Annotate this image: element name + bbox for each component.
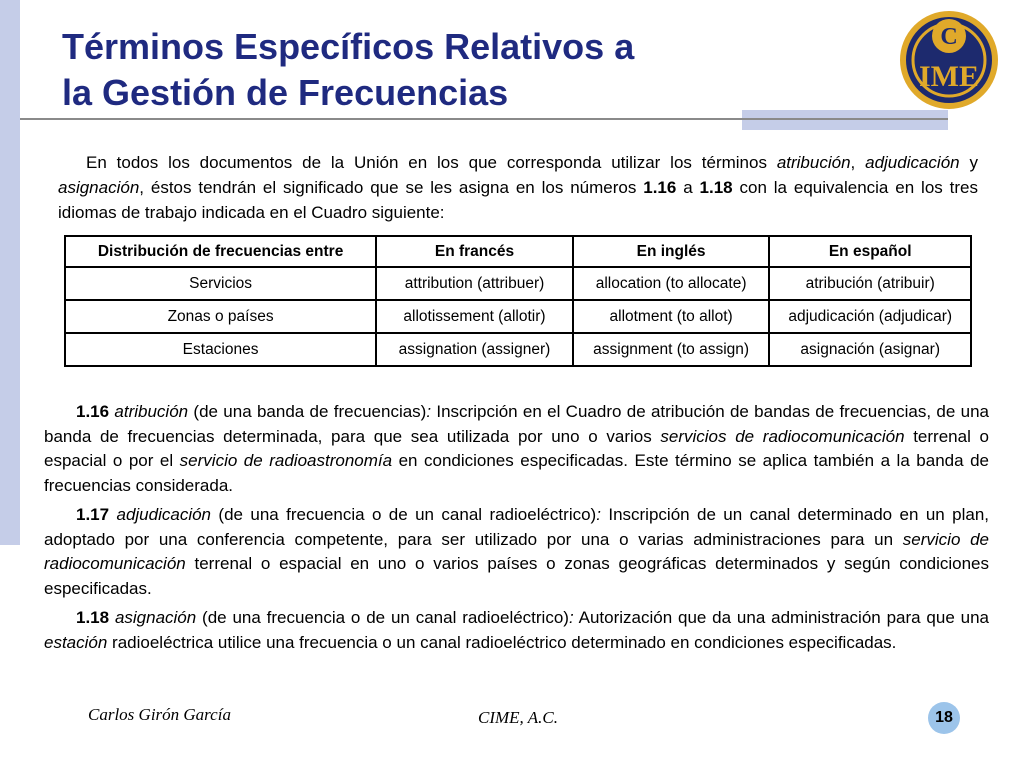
title-line-2: la Gestión de Frecuencias [62, 72, 509, 113]
table-cell: assignation (assigner) [376, 333, 573, 366]
table-cell: atribución (atribuir) [769, 267, 971, 300]
table-cell: Estaciones [65, 333, 376, 366]
page-title [62, 24, 634, 116]
table-row [65, 267, 971, 300]
logo-letter-c: C [940, 24, 958, 50]
definition-1-16: 1.16 atribución (de una banda de frecuencias): Inscripción en el Cuadro de atribución de bandas de frecuencias, de una banda de frecuencias determinada, para que sea utilizada por uno o varios servicios de radiocomunicación terrenal o espacial o por el servicio de radioastronomía en condiciones especificadas. Este término se aplica también a la banda de frecuencias considerada. [44, 402, 989, 495]
table-row [65, 333, 971, 366]
table-cell: adjudicación (adjudicar) [769, 300, 971, 333]
table-header-cell: En inglés [573, 236, 770, 267]
table-row [65, 300, 971, 333]
table-cell: allocation (to allocate) [573, 267, 770, 300]
table-cell: allotissement (allotir) [376, 300, 573, 333]
page-number-badge: 18 [928, 702, 960, 734]
table-cell: Servicios [65, 267, 376, 300]
title-accent-block [742, 110, 948, 130]
table-cell: Zonas o países [65, 300, 376, 333]
footer-author: Carlos Girón García [88, 705, 231, 724]
left-accent-bar [0, 0, 20, 545]
footer-organization: CIME, A.C. [478, 708, 558, 727]
terms-table [64, 235, 972, 367]
cime-logo [894, 10, 1004, 110]
table-cell: attribution (attribuer) [376, 267, 573, 300]
table-cell: assignment (to assign) [573, 333, 770, 366]
table-header-row [65, 236, 971, 267]
title-line-1: Términos Específicos Relativos a [62, 26, 635, 67]
table-header-cell: En español [769, 236, 971, 267]
table-cell: allotment (to allot) [573, 300, 770, 333]
title-divider [20, 118, 948, 120]
table-header-cell: En francés [376, 236, 573, 267]
definitions [44, 400, 989, 660]
table-cell: asignación (asignar) [769, 333, 971, 366]
intro-paragraph: En todos los documentos de la Unión en los que corresponda utilizar los términos atribución, adjudicación y asignación, éstos tendrán el significado que se les asigna en los números 1.16 a 1.18 con la equivalencia en los tres idiomas de trabajo indicada en el Cuadro siguiente: [58, 153, 978, 222]
logo-letters-ime: IME [919, 60, 979, 93]
definition-1-17: 1.17 adjudicación (de una frecuencia o de un canal radioeléctrico): Inscripción de un canal determinado en un plan, adoptado por una conferencia competente, para ser utilizado por una o varias administraciones para un servicio de radiocomunicación terrenal o espacial en uno o varios países o zonas geográficas determinados y según condiciones especificadas. [44, 505, 990, 598]
definition-1-18: 1.18 asignación (de una frecuencia o de un canal radioeléctrico): Autorización que da una administración para que una estación radioeléctrica utilice una frecuencia o un canal radioeléctrico determinado en condiciones especificadas. [44, 608, 989, 652]
table-header-cell: Distribución de frecuencias entre [65, 236, 376, 267]
